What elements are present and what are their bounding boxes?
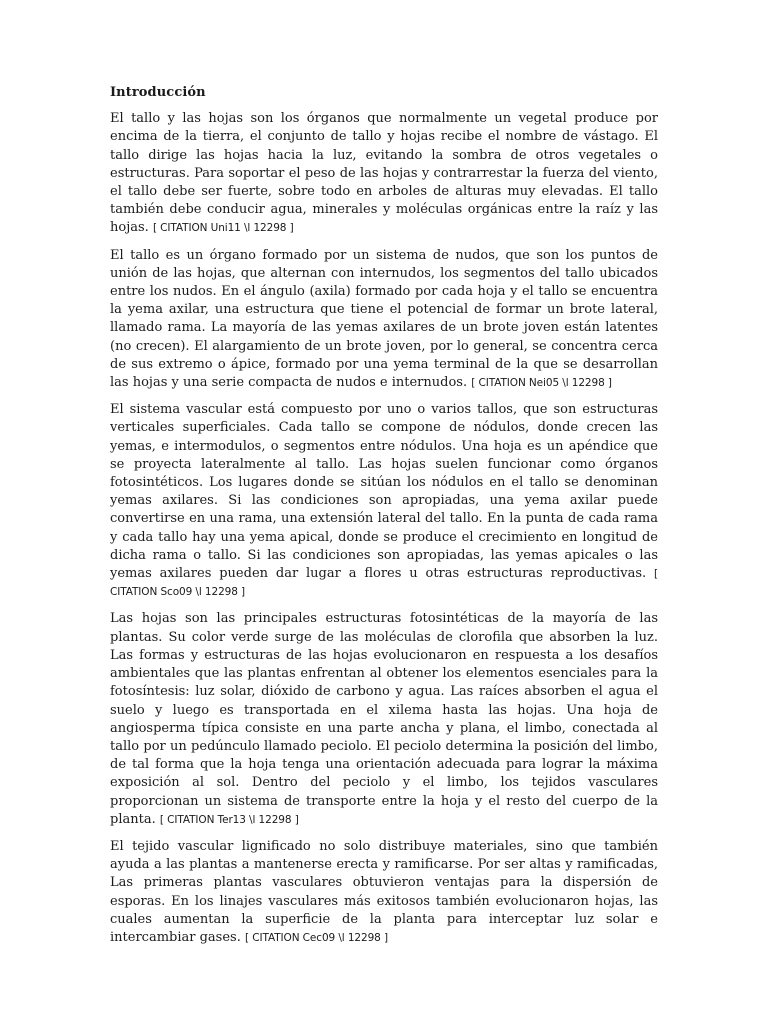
paragraph-text: El sistema vascular está compuesto por uno o varios tallos, que son estructuras verticales superficiales. Cada tallo se compone de nódulos, donde crecen las yemas, e intermodulos, o segmentos entre nódulos. Una hoja es un apéndice que se proyecta lateralmente al tallo. Las hojas suelen funcionar como órganos fotosintéticos. Los lugares donde se sitúan los nódulos en el tallo se denominan yemas axilares. Si las condiciones son apropiadas, una yema axilar puede convertirse en una rama, una extensión lateral del tallo. En la punta de cada rama y cada tallo hay una yema apical, donde se produce el crecimiento en longitud de dicha rama o tallo. Si las condiciones son apropiadas, las yemas apicales o las yemas axilares pueden dar lugar a flores u otras estructuras reproductivas. [110, 402, 658, 582]
document-heading: Introducción [110, 85, 206, 100]
citation-field: [ CITATION Cec09 \l 12298 ] [244, 931, 388, 944]
paragraph-1 [110, 110, 658, 237]
document-body [110, 84, 658, 956]
paragraph-4 [110, 610, 658, 828]
citation-field: [ CITATION Uni11 \l 12298 ] [152, 222, 294, 235]
paragraph-3 [110, 401, 658, 601]
paragraph-text: El tallo y las hojas son los órganos que normalmente un vegetal produce por encima de la tierra, el conjunto de tallo y hojas recibe el nombre de vástago. El tallo dirige las hojas hacia la luz, evitando la sombra de otros vegetales o estructuras. Para soportar el peso de las hojas y contrarrestar la fuerza del viento, el tallo debe ser fuerte, sobre todo en arboles de alturas muy elevadas. El tallo también debe conducir agua, minerales y moléculas orgánicas entre la raíz y las hojas. [110, 111, 658, 236]
citation-field: [ CITATION Ter13 \l 12298 ] [159, 813, 299, 826]
citation-field: [ CITATION Sco09 \l 12298 ] [110, 568, 658, 599]
paragraph-text: Las hojas son las principales estructuras fotosintéticas de la mayoría de las plantas. Su color verde surge de las moléculas de clorofila que absorben la luz. Las formas y estructuras de las hojas evolucionaron en respuesta a los desafíos ambientales que las plantas enfrentan al obtener los elementos esenciales para la fotosíntesis: luz solar, dióxido de carbono y agua. Las raíces absorben el agua el suelo y luego es transportada en el xilema hasta las hojas. Una hoja de angiosperma típica consiste en una parte ancha y plana, el limbo, conectada al tallo por un pedúnculo llamado peciolo. El peciolo determina la posición del limbo, de tal forma que la hoja tenga una orientación adecuada para lograr la máxima exposición al sol. Dentro del peciolo y el limbo, los tejidos vasculares proporcionan un sistema de transporte entre la hoja y el resto del cuerpo de la planta. [110, 611, 658, 827]
paragraph-text: El tejido vascular lignificado no solo distribuye materiales, sino que también ayuda a las plantas a mantenerse erecta y ramificarse. Por ser altas y ramificadas, Las primeras plantas vasculares obtuvieron ventajas para la dispersión de esporas. En los linajes vasculares más exitosos también evolucionaron hojas, las cuales aumentan la superficie de la planta para interceptar luz solar e intercambiar gases. [110, 838, 658, 945]
paragraph-text: El tallo es un órgano formado por un sistema de nudos, que son los puntos de unión de las hojas, que alternan con internudos, los segmentos del tallo ubicados entre los nudos. En el ángulo (axila) formado por cada hoja y el tallo se encuentra la yema axilar, una estructura que tiene el potencial de formar un brote lateral, llamado rama. La mayoría de las yemas axilares de un brote joven están latentes (no crecen). El alargamiento de un brote joven, por lo general, se concentra cerca de sus extremo o ápice, formado por una yema terminal de la que se desarrollan las hojas y una serie compacta de nudos e internudos. [110, 247, 658, 391]
citation-field: [ CITATION Nei05 \l 12298 ] [471, 377, 612, 390]
paragraph-5 [110, 838, 658, 947]
paragraph-2 [110, 247, 658, 393]
